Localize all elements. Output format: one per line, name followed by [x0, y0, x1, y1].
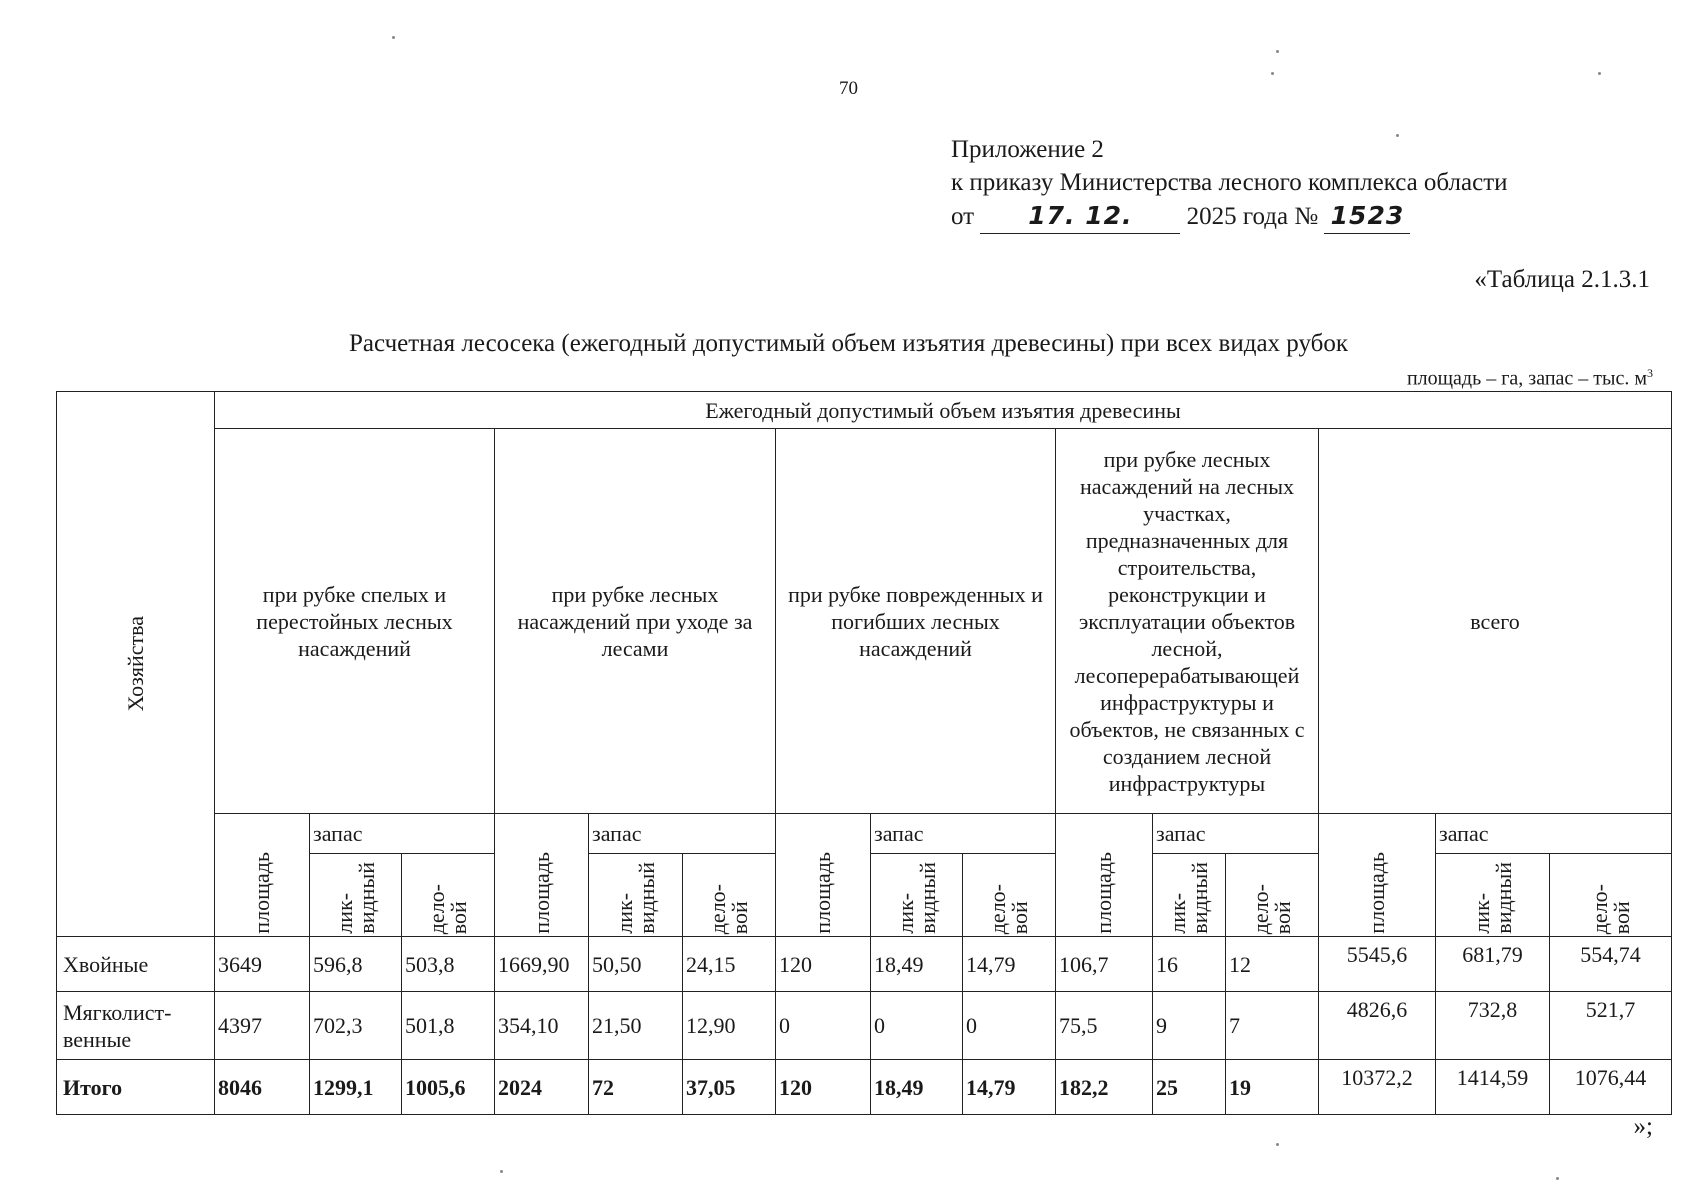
table-cell: 7 — [1226, 992, 1319, 1060]
liquid-header — [310, 854, 402, 937]
table-cell: 8046 — [215, 1060, 310, 1115]
area-header — [1319, 814, 1436, 937]
logging-volume-table — [56, 391, 1672, 1115]
table-cell: 596,8 — [310, 937, 402, 992]
table-cell: 354,10 — [495, 992, 589, 1060]
table-cell: 1299,1 — [310, 1060, 402, 1115]
table-row-total — [57, 1060, 1672, 1115]
category-infrastructure-header: при рубке лесных насаждений на лесных участках, предназначенных для строительства, реконструкции и эксплуатации объектов лесной, лесоперерабатывающей инфраструктуры и объектов, не связанных с созданием лесной инфраструктуры — [1056, 429, 1319, 814]
table-cell: 1005,6 — [402, 1060, 495, 1115]
table-row — [57, 937, 1672, 992]
stock-header: запас — [589, 814, 776, 854]
table-cell: 10372,2 — [1319, 1060, 1436, 1115]
business-label: дело- вой — [424, 883, 471, 934]
table-cell: 24,15 — [683, 937, 776, 992]
area-header — [776, 814, 871, 937]
appendix-block — [951, 133, 1508, 234]
business-header — [1226, 854, 1319, 937]
units-superscript: 3 — [1647, 366, 1653, 380]
appendix-title: Приложение 2 — [951, 136, 1104, 163]
table-cell: 75,5 — [1056, 992, 1153, 1060]
row-name: Хвойные — [57, 937, 215, 992]
table-cell: 21,50 — [589, 992, 683, 1060]
liquid-header — [1153, 854, 1226, 937]
table-cell: 14,79 — [963, 937, 1056, 992]
table-cell: 50,50 — [589, 937, 683, 992]
area-header — [495, 814, 589, 937]
scan-speck — [500, 1170, 503, 1173]
table-cell: 3649 — [215, 937, 310, 992]
category-care-header: при рубке лесных насаждений при уходе за лесами — [495, 429, 776, 814]
table-cell: 182,2 — [1056, 1060, 1153, 1115]
business-label: дело- вой — [1586, 883, 1634, 934]
table-cell: 503,8 — [402, 937, 495, 992]
row-header-cell — [57, 392, 215, 937]
table-cell: 37,05 — [683, 1060, 776, 1115]
business-header — [402, 854, 495, 937]
business-header — [683, 854, 776, 937]
closing-quote: »; — [1633, 1113, 1653, 1140]
date-prefix: от — [951, 203, 975, 230]
table-title: Расчетная лесосека (ежегодный допустимый объем изъятия древесины) при всех видах рубок — [348, 330, 1349, 357]
year-text: 2025 года № — [1186, 203, 1319, 230]
table-cell: 4826,6 — [1319, 992, 1436, 1060]
table-cell: 681,79 — [1436, 937, 1550, 992]
table-cell: 1076,44 — [1550, 1060, 1672, 1115]
appendix-order-reference: к приказу Министерства лесного комплекса области — [951, 169, 1508, 196]
scan-speck — [1271, 72, 1274, 75]
scan-speck — [1276, 50, 1279, 53]
area-label: площадь — [249, 852, 274, 934]
row-name: Итого — [57, 1060, 215, 1115]
scan-speck — [1276, 1143, 1279, 1146]
area-label: площадь — [1091, 852, 1116, 934]
area-header — [215, 814, 310, 937]
liquid-header — [589, 854, 683, 937]
table-cell: 521,7 — [1550, 992, 1672, 1060]
table-cell: 732,8 — [1436, 992, 1550, 1060]
liquid-header — [871, 854, 963, 937]
liquid-label: лик- видный — [892, 862, 940, 934]
table-cell: 9 — [1153, 992, 1226, 1060]
date-blank — [980, 199, 1180, 234]
table-cell: 120 — [776, 937, 871, 992]
appendix-date-line — [951, 199, 1508, 234]
table-cell: 25 — [1153, 1060, 1226, 1115]
table-row — [57, 992, 1672, 1060]
table-cell: 702,3 — [310, 992, 402, 1060]
stock-header: запас — [871, 814, 1056, 854]
category-total-header: всего — [1319, 429, 1672, 814]
liquid-label: лик- видный — [1468, 862, 1516, 934]
units-note — [1407, 366, 1653, 391]
table-cell: 106,7 — [1056, 937, 1153, 992]
liquid-label: лик- видный — [1165, 862, 1212, 934]
stock-header: запас — [1436, 814, 1672, 854]
liquid-label: лик- видный — [611, 862, 659, 934]
table-cell: 1414,59 — [1436, 1060, 1550, 1115]
liquid-header — [1436, 854, 1550, 937]
group-header: Ежегодный допустимый объем изъятия древесины — [215, 392, 1672, 429]
table-cell: 18,49 — [871, 937, 963, 992]
area-label: площадь — [528, 852, 554, 934]
scan-speck — [1396, 134, 1399, 137]
table-cell: 18,49 — [871, 1060, 963, 1115]
scan-speck — [1598, 72, 1601, 75]
handwritten-order-number: 1523 — [1330, 201, 1405, 230]
table-cell: 14,79 — [963, 1060, 1056, 1115]
table-cell: 19 — [1226, 1060, 1319, 1115]
scan-speck — [392, 36, 395, 39]
business-label: дело- вой — [985, 883, 1032, 934]
number-blank — [1324, 199, 1410, 234]
business-header — [963, 854, 1056, 937]
page-number: 70 — [839, 78, 858, 99]
table-cell: 1669,90 — [495, 937, 589, 992]
table-cell: 554,74 — [1550, 937, 1672, 992]
table-cell: 2024 — [495, 1060, 589, 1115]
table-cell: 16 — [1153, 937, 1226, 992]
business-header — [1550, 854, 1672, 937]
category-mature-header: при рубке спелых и перестойных лесных насаждений — [215, 429, 495, 814]
category-damaged-header: при рубке поврежденных и погибших лесных насаждений — [776, 429, 1056, 814]
area-header — [1056, 814, 1153, 937]
business-label: дело- вой — [705, 883, 752, 934]
table-cell: 5545,6 — [1319, 937, 1436, 992]
area-label: площадь — [1364, 852, 1389, 934]
table-cell: 12 — [1226, 937, 1319, 992]
handwritten-date: 17. 12. — [1028, 201, 1133, 230]
table-cell: 501,8 — [402, 992, 495, 1060]
stock-header: запас — [310, 814, 495, 854]
table-cell: 0 — [776, 992, 871, 1060]
row-name: Мягколист- венные — [57, 992, 215, 1060]
table-cell: 120 — [776, 1060, 871, 1115]
row-header: Хозяйства — [122, 616, 148, 712]
area-label: площадь — [810, 852, 835, 934]
table-cell: 0 — [963, 992, 1056, 1060]
units-text: площадь – га, запас – тыс. м — [1406, 367, 1647, 390]
table-cell: 72 — [589, 1060, 683, 1115]
business-label: дело- вой — [1248, 883, 1295, 934]
stock-header: запас — [1153, 814, 1319, 854]
table-cell: 4397 — [215, 992, 310, 1060]
table-cell: 0 — [871, 992, 963, 1060]
scan-speck — [1556, 1177, 1559, 1180]
table-reference: «Таблица 2.1.3.1 — [1474, 266, 1650, 293]
liquid-label: лик- видный — [331, 862, 379, 934]
table-cell: 12,90 — [683, 992, 776, 1060]
